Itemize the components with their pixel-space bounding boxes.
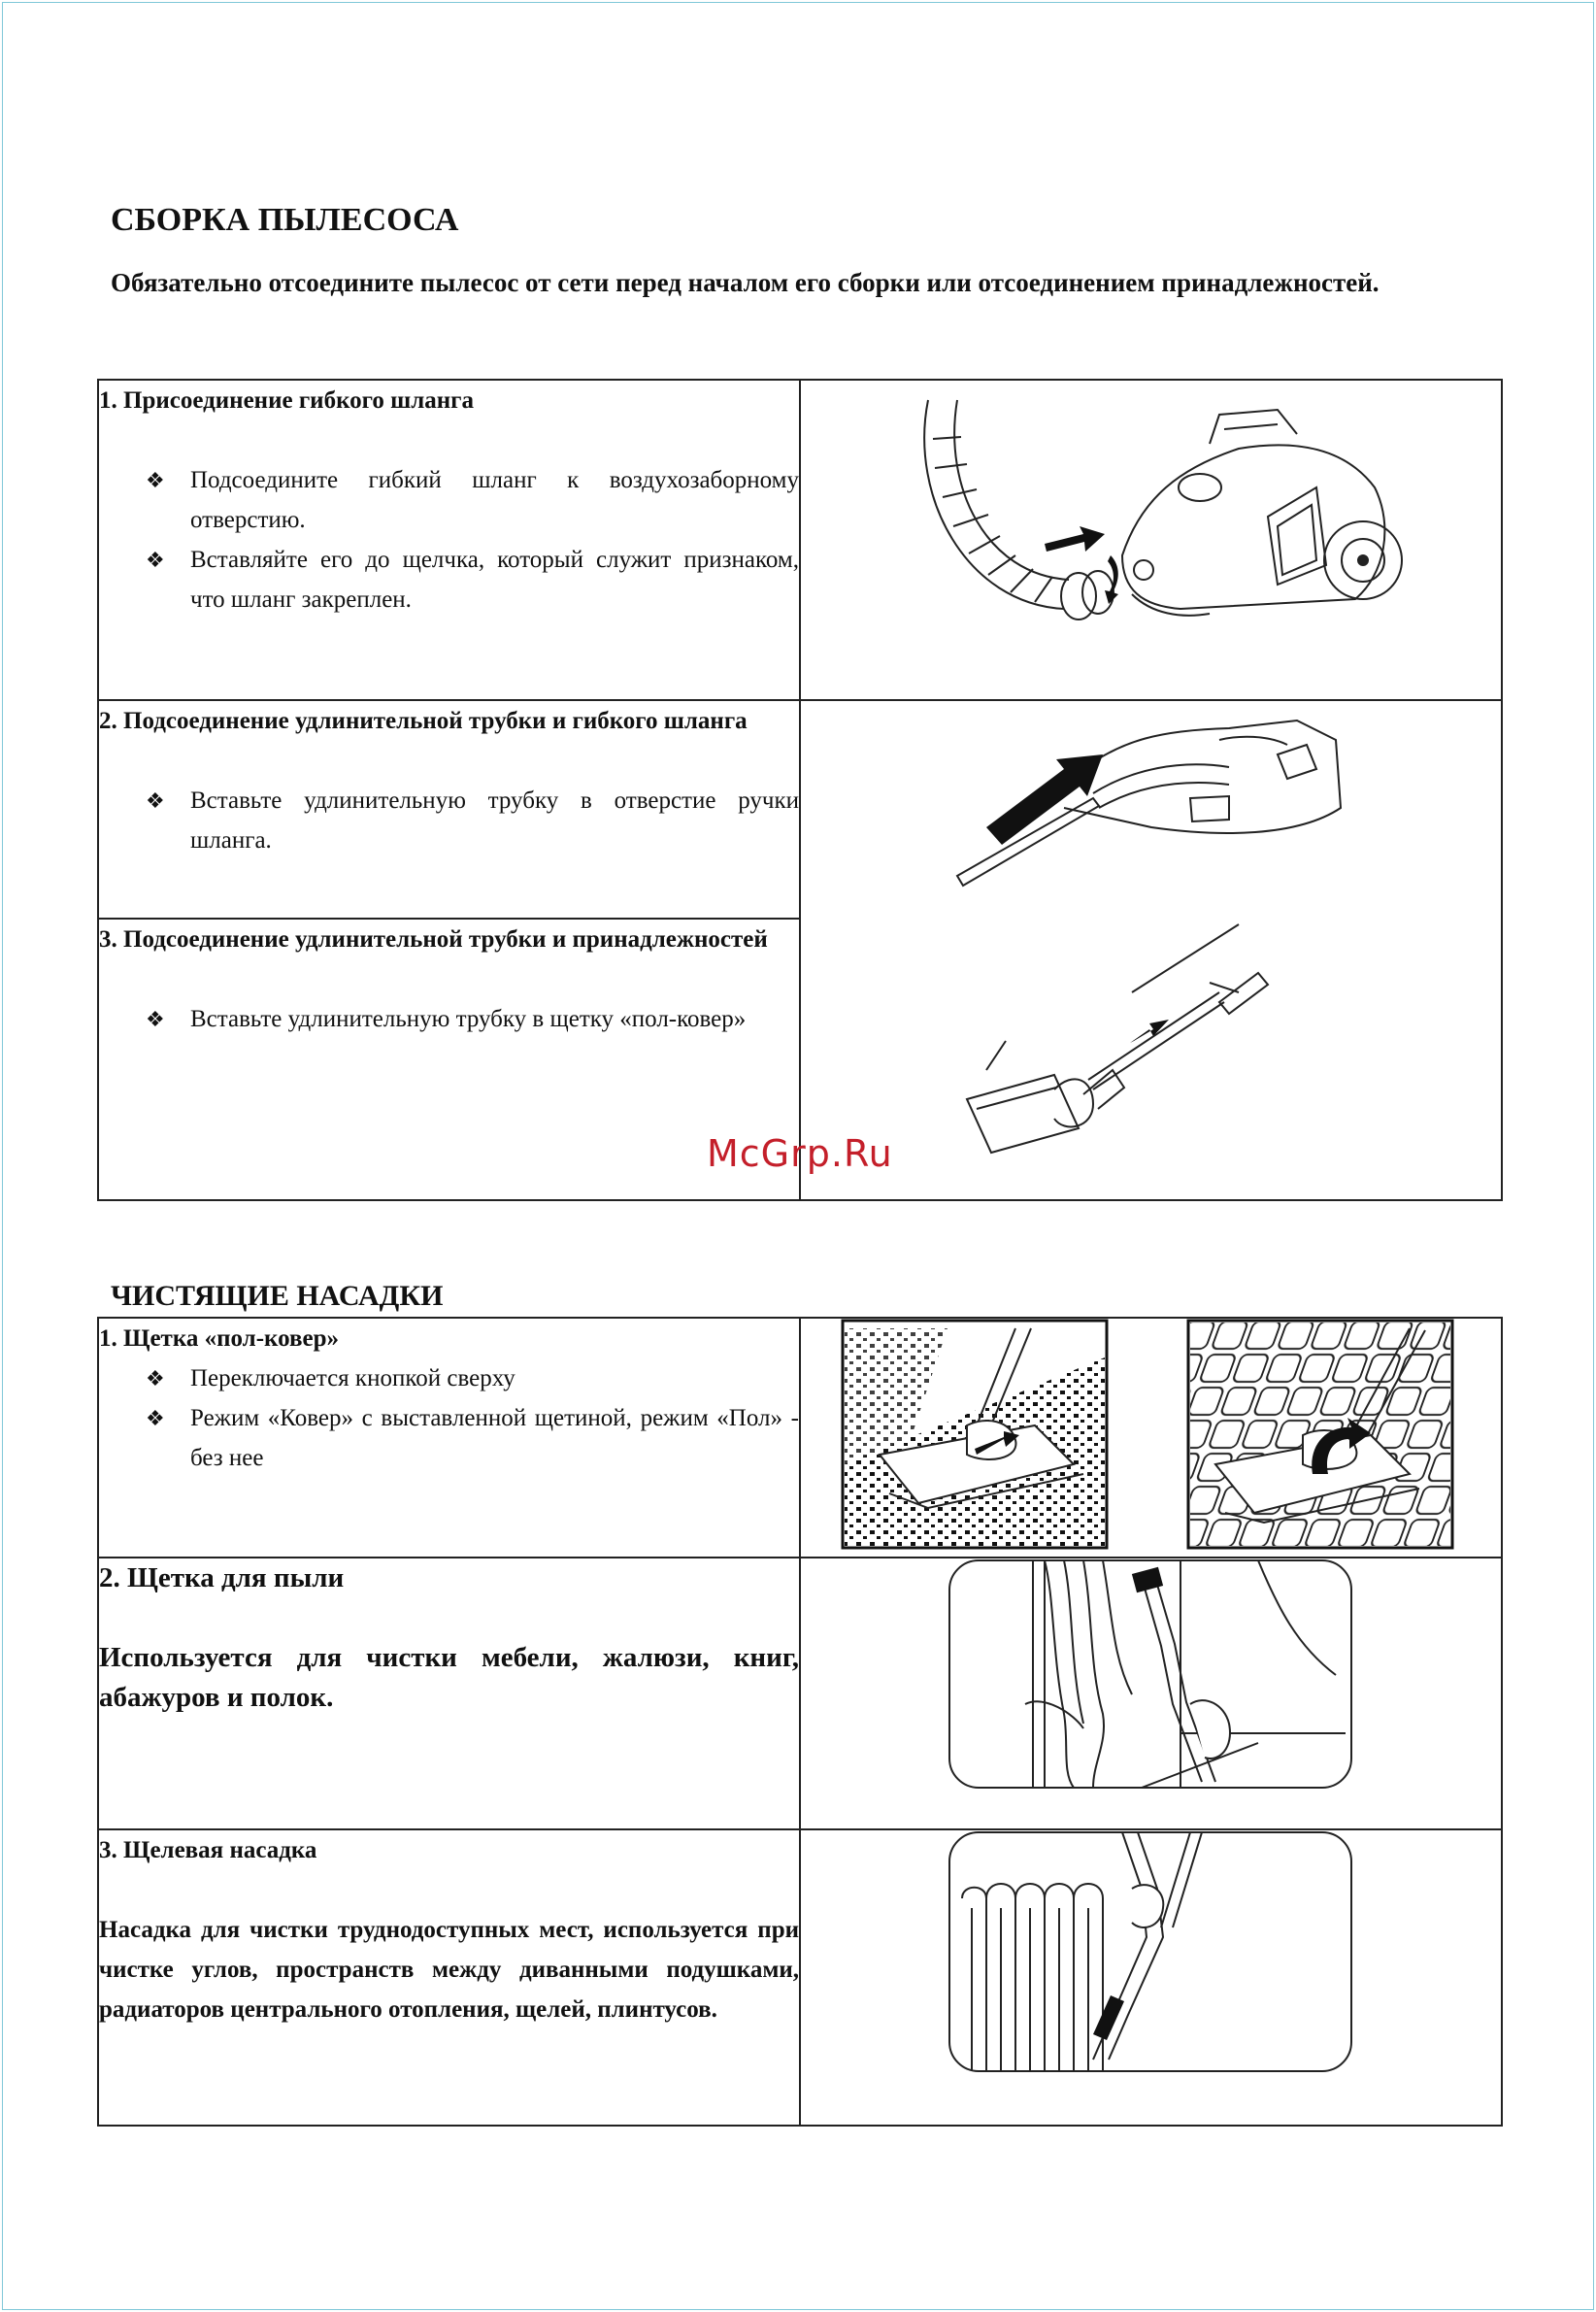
assembly-step-3 bbox=[98, 919, 800, 1200]
attachment-title: 1. Щетка «пол-ковер» bbox=[99, 1325, 339, 1352]
step-title: 3. Подсоединение удлинительной трубки и принадлежностей bbox=[99, 926, 768, 953]
bullet-icon: ❖ bbox=[146, 1406, 165, 1430]
section-title-attachments: ЧИСТЯЩИЕ НАСАДКИ bbox=[111, 1280, 444, 1312]
safety-warning: Обязательно отсоедините пылесос от сети перед началом его сборки или отсоединением принадлежностей. bbox=[111, 268, 1380, 297]
attachment-dust-brush bbox=[98, 1558, 800, 1829]
attachment-description: Насадка для чистки труднодоступных мест, используется при чистке углов, пространств между диванными подушками, радиаторов центрального отопления, щелей, плинтусов. bbox=[99, 1917, 799, 2023]
step-title: 2. Подсоединение удлинительной трубки и гибкого шланга bbox=[99, 708, 748, 734]
bullet-item: ❖ Вставляйте его до щелчка, который служит признаком, что шланг закреплен. bbox=[99, 540, 799, 620]
bullet-item: ❖ Переключается кнопкой сверху bbox=[99, 1358, 799, 1398]
bullet-item: ❖ Режим «Ковер» с выставленной щетиной, режим «Пол» - без нее bbox=[99, 1398, 799, 1478]
step-title: 1. Присоединение гибкого шланга bbox=[99, 387, 475, 414]
bullet-item: ❖ Вставьте удлинительную трубку в отверстие ручки шланга. bbox=[99, 781, 799, 860]
bullet-icon: ❖ bbox=[146, 788, 165, 813]
assembly-step-2 bbox=[98, 700, 800, 919]
section-title-assembly: СБОРКА ПЫЛЕСОСА bbox=[111, 202, 459, 238]
bullet-icon: ❖ bbox=[146, 468, 165, 492]
radiator-cleaning-image bbox=[948, 1830, 1355, 2073]
tube-and-brush-image bbox=[948, 701, 1355, 1167]
floor-carpet-image bbox=[841, 1319, 1462, 1552]
bullet-icon: ❖ bbox=[146, 1007, 165, 1031]
curtain-cleaning-image bbox=[948, 1558, 1355, 1792]
attachment-description: Используется для чистки мебели, жалюзи, книг, абажуров и полок. bbox=[99, 1642, 799, 1713]
hose-connect-illustration bbox=[800, 380, 1502, 700]
bullet-item: ❖ Подсоедините гибкий шланг к воздухозаборному отверстию. bbox=[99, 460, 799, 540]
attachment-crevice-tool bbox=[98, 1829, 800, 2126]
curtain-cleaning-illustration bbox=[800, 1558, 1502, 1829]
watermark: McGrp.Ru bbox=[707, 1132, 893, 1175]
assembly-step-1 bbox=[98, 380, 800, 700]
radiator-cleaning-illustration bbox=[800, 1829, 1502, 2126]
bullet-item: ❖ Вставьте удлинительную трубку в щетку «пол-ковер» bbox=[99, 999, 799, 1039]
attachment-title: 3. Щелевая насадка bbox=[99, 1837, 317, 1863]
bullet-icon: ❖ bbox=[146, 548, 165, 572]
floor-carpet-illustration bbox=[800, 1318, 1502, 1558]
bullet-icon: ❖ bbox=[146, 1366, 165, 1391]
tube-connect-illustration bbox=[800, 700, 1502, 1200]
assembly-table bbox=[97, 379, 1503, 1201]
attachment-floor-brush bbox=[98, 1318, 800, 1558]
attachment-title: 2. Щетка для пыли bbox=[99, 1562, 345, 1593]
tile-floor-panel bbox=[1188, 1321, 1452, 1548]
vacuum-hose-image bbox=[889, 381, 1413, 672]
attachments-table bbox=[97, 1317, 1503, 2127]
carpet-panel bbox=[843, 1321, 1107, 1548]
